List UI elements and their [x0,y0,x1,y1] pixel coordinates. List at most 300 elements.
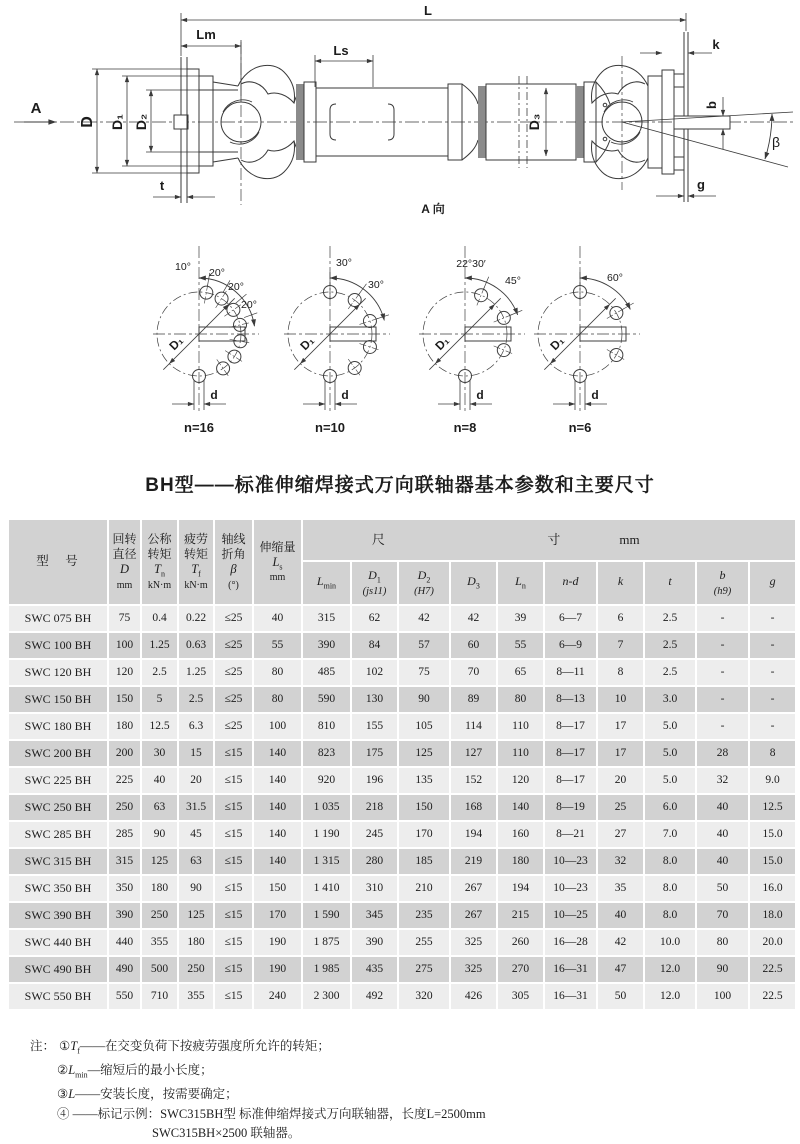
symbol: β [230,562,237,576]
table-cell: 250 [142,903,177,928]
table-cell: 15.0 [750,822,795,847]
table-cell: 2.5 [142,660,177,685]
table-cell: 8.0 [645,876,695,901]
note-text: ——安装长度，按需要确定； [75,1087,238,1101]
symbol-sub: f [198,569,201,579]
table-cell: 245 [352,822,397,847]
col-header-param [142,520,177,604]
table-cell: 1 315 [303,849,350,874]
col-header-param [254,520,301,604]
sub-symbol-note: (h9) [713,586,732,598]
table-cell: 62 [352,606,397,631]
dim-label-b: b [704,101,719,109]
table-cell: 10—23 [545,876,596,901]
table-row [9,795,795,820]
table-cell: 114 [451,714,496,739]
model-cell: SWC 200 BH [9,741,107,766]
symbol-sub: s [279,562,283,571]
table-cell: 90 [399,687,449,712]
sub-symbol [750,574,795,591]
col-header-sub [352,562,397,604]
flange-d-label: d [591,388,599,402]
table-cell: 426 [451,984,496,1009]
table-cell: 345 [352,903,397,928]
table-cell: 8 [598,660,643,685]
table-cell: 2.5 [179,687,213,712]
table-cell: 8—13 [545,687,596,712]
notes [30,1037,770,1144]
table-cell: 75 [399,660,449,685]
table-cell: 6.0 [645,795,695,820]
model-cell: SWC 315 BH [9,849,107,874]
table-cell: 140 [254,768,301,793]
flange-count-label: n=8 [453,420,477,435]
table-cell: 218 [352,795,397,820]
table-cell: 155 [352,714,397,739]
header-line: 疲劳 [183,532,208,546]
note-number: ④ [57,1106,70,1121]
header-line: 折角 [221,547,246,561]
model-cell: SWC 120 BH [9,660,107,685]
symbol: k [617,574,624,589]
header-symbol [142,562,177,580]
table-cell: 310 [352,876,397,901]
table-cell: 1 190 [303,822,350,847]
dim-label-k: k [712,37,720,52]
table-cell: 40 [254,606,301,631]
table-cell: 32 [598,849,643,874]
flange-diagrams [0,234,800,440]
col-header-param [109,520,140,604]
table-cell: 100 [109,633,140,658]
table-cell: 250 [179,957,213,982]
model-cell: SWC 550 BH [9,984,107,1009]
table-cell: 9.0 [750,768,795,793]
sub-symbol [545,574,596,591]
table-cell: 10—23 [545,849,596,874]
table-cell: 8.0 [645,849,695,874]
table-cell: 105 [399,714,449,739]
table-cell: 7.0 [645,822,695,847]
table-row [9,714,795,739]
flange-D1-label: D₁ [547,333,567,353]
symbol: b [719,567,726,582]
table-cell: 40 [697,822,748,847]
table-cell: - [750,633,795,658]
dim-label-D1: D₁ [109,114,125,130]
table-cell: 15 [179,741,213,766]
table-cell: 110 [498,714,543,739]
dim-label-g: g [697,177,705,192]
flange-diagram [520,234,670,440]
table-cell: 40 [697,849,748,874]
model-cell: SWC 100 BH [9,633,107,658]
model-cell: SWC 390 BH [9,903,107,928]
angle-label: 20° [228,281,244,293]
table-cell: 6 [598,606,643,631]
table-cell: 190 [254,930,301,955]
table-cell: 270 [498,957,543,982]
symbol: T [154,562,161,576]
table-cell: 810 [303,714,350,739]
table-cell: 2.5 [645,660,695,685]
symbol: D [467,574,476,589]
angle-label: 45° [505,275,521,287]
sub-symbol-note: (js11) [362,586,387,598]
table-cell: 40 [697,795,748,820]
symbol-sub: 3 [475,581,480,591]
col-header-param [179,520,213,604]
sub-symbol [451,574,496,591]
table-cell: 200 [109,741,140,766]
symbol: L [515,574,522,589]
table-cell: 1 410 [303,876,350,901]
table-cell: 219 [451,849,496,874]
table-cell: 55 [254,633,301,658]
table-cell: - [750,714,795,739]
note-text: —缩短后的最小长度； [87,1063,213,1077]
table-cell: - [750,660,795,685]
table-cell: 8—17 [545,768,596,793]
table-cell: - [697,714,748,739]
symbol-sub: min [323,581,337,591]
table-cell: 70 [451,660,496,685]
header-unit: kN·m [147,579,172,591]
note-line [30,1124,770,1144]
table-cell: 80 [254,687,301,712]
table-cell: 127 [451,741,496,766]
col-header-model: 型 号 [9,520,107,604]
table-cell: 28 [697,741,748,766]
table-cell: 5.0 [645,714,695,739]
symbol: L [316,574,324,589]
table-cell: 10—25 [545,903,596,928]
table-row [9,768,795,793]
table-cell: 6.3 [179,714,213,739]
table-cell: 7 [598,633,643,658]
table-cell: 16—28 [545,930,596,955]
table-cell: 920 [303,768,350,793]
dim-label-Lm: Lm [196,27,216,42]
sub-symbol [498,574,543,591]
angle-label: 20° [209,267,225,279]
sub-symbol-note: (H7) [414,586,434,598]
symbol: D [368,567,377,582]
col-header-sub [451,562,496,604]
table-cell: 190 [254,957,301,982]
table-cell: 25 [598,795,643,820]
table-cell: 160 [498,822,543,847]
table-cell: 390 [352,930,397,955]
table-cell: 175 [352,741,397,766]
header-unit: kN·m [184,579,208,591]
table-row [9,633,795,658]
model-cell: SWC 250 BH [9,795,107,820]
model-cell: SWC 180 BH [9,714,107,739]
angle-label: 22°30′ [456,258,486,270]
table-row [9,930,795,955]
table-cell: 18.0 [750,903,795,928]
table-cell: 6—7 [545,606,596,631]
table-cell: 5 [142,687,177,712]
table-cell: 135 [399,768,449,793]
model-cell: SWC 490 BH [9,957,107,982]
flange-count-label: n=6 [568,420,592,435]
table-cell: 10.0 [645,930,695,955]
table-cell: 2.5 [645,633,695,658]
table-cell: 50 [598,984,643,1009]
table-cell: 90 [179,876,213,901]
note-line [30,1105,770,1125]
parameters-table [7,518,797,1011]
table-cell: 215 [498,903,543,928]
table-cell: 6—9 [545,633,596,658]
table-cell: 440 [109,930,140,955]
sub-symbol [352,568,397,585]
col-header-sub [645,562,695,604]
table-cell: 325 [451,957,496,982]
table-cell: 63 [179,849,213,874]
table-cell: 125 [142,849,177,874]
model-cell: SWC 075 BH [9,606,107,631]
table-cell: 180 [179,930,213,955]
table-cell: 5.0 [645,741,695,766]
table-cell: ≤25 [215,687,252,712]
note-number: ③ [57,1087,69,1101]
angle-label: 20° [241,299,257,311]
table-cell: 140 [254,849,301,874]
table-cell: 315 [303,606,350,631]
symbol: n-d [562,574,579,589]
dim-label-D: D [79,116,96,128]
size-header-1: 尺 [371,531,385,547]
symbol-sub: n [160,569,165,579]
page-title: BH型——标准伸缩焊接式万向联轴器基本参数和主要尺寸 [145,475,655,496]
note-symbol: L [68,1087,76,1101]
table-cell: 285 [109,822,140,847]
flange-d-label: d [210,388,218,402]
table-wrap [7,518,793,1011]
table-cell: 210 [399,876,449,901]
table-cell: 45 [179,822,213,847]
table-cell: 140 [498,795,543,820]
table-cell: 305 [498,984,543,1009]
table-cell: 60 [451,633,496,658]
table-row [9,957,795,982]
table-row [9,822,795,847]
table-cell: 150 [254,876,301,901]
table-cell: ≤15 [215,768,252,793]
table-cell: 320 [399,984,449,1009]
flange-D1-label: D₁ [166,333,186,353]
table-cell: 140 [254,795,301,820]
note-symbol: T [70,1039,78,1053]
table-cell: 90 [697,957,748,982]
header-symbol [215,562,252,580]
table-cell: 75 [109,606,140,631]
table-cell: 500 [142,957,177,982]
header-symbol [179,562,213,580]
dim-label-beta: β [771,134,781,150]
table-cell: 2.5 [645,606,695,631]
table-cell: 823 [303,741,350,766]
note-symbol-sub: f [77,1046,80,1056]
header-line: 轴线 [221,532,246,546]
view-arrow-label: A [30,100,42,117]
sub-symbol [697,568,748,585]
table-cell: 280 [352,849,397,874]
model-cell: SWC 285 BH [9,822,107,847]
col-header-sub [498,562,543,604]
table-cell: 100 [254,714,301,739]
table-cell: 47 [598,957,643,982]
note-text: SWC315BH×2500 联轴器。 [152,1126,301,1140]
part-outlines [14,32,794,205]
table-cell: 150 [399,795,449,820]
table-cell: 2 300 [303,984,350,1009]
table-cell: ≤15 [215,849,252,874]
model-cell: SWC 150 BH [9,687,107,712]
table-cell: 170 [399,822,449,847]
table-cell: ≤15 [215,984,252,1009]
header-line: 公称 [147,532,172,546]
table-cell: 492 [352,984,397,1009]
note-lead: 注： [30,1039,56,1053]
table-cell: 65 [498,660,543,685]
table-cell: 100 [697,984,748,1009]
table-cell: - [697,633,748,658]
table-cell: 120 [498,768,543,793]
table-row [9,606,795,631]
table-cell: 50 [697,876,748,901]
table-cell: ≤25 [215,633,252,658]
table-cell: 235 [399,903,449,928]
symbol: T [191,562,199,576]
note-text: ——在交变负荷下按疲劳强度所允许的转矩； [79,1039,330,1053]
table-cell: 17 [598,741,643,766]
note-number: ② [57,1063,69,1077]
size-header [303,532,795,548]
table-cell: 8—17 [545,741,596,766]
table-cell: 590 [303,687,350,712]
dim-label-L: L [424,3,432,18]
table-cell: 168 [451,795,496,820]
table-cell: ≤15 [215,930,252,955]
note-line [30,1061,770,1085]
dimension-labels [31,3,780,216]
model-cell: SWC 350 BH [9,876,107,901]
table-cell: 325 [451,930,496,955]
sub-symbol [303,574,350,591]
table-cell: 140 [254,822,301,847]
table-cell: ≤25 [215,660,252,685]
table-cell: 8 [750,741,795,766]
view-A-label: A 向 [421,202,445,216]
header-line: 伸缩量 [259,539,296,554]
table-cell: 1 875 [303,930,350,955]
table-cell: 22.5 [750,984,795,1009]
table-cell: 27 [598,822,643,847]
table-cell: 20 [179,768,213,793]
table-cell: 225 [109,768,140,793]
table-cell: 1 035 [303,795,350,820]
table-row [9,660,795,685]
angle-label: 60° [607,272,623,284]
table-cell: 550 [109,984,140,1009]
table-cell: ≤15 [215,822,252,847]
model-cell: SWC 225 BH [9,768,107,793]
table-cell: 63 [142,795,177,820]
angle-label: 10° [175,261,191,273]
table-cell: ≤15 [215,957,252,982]
table-cell: 180 [498,849,543,874]
table-cell: 196 [352,768,397,793]
col-header-sub [303,562,350,604]
table-cell: - [750,687,795,712]
sub-symbol [598,574,643,591]
note-symbol-sub: min [75,1070,88,1080]
table-cell: 42 [451,606,496,631]
table-cell: 80 [697,930,748,955]
table-row [9,903,795,928]
table-cell: 10 [598,687,643,712]
table-cell: ≤15 [215,741,252,766]
table-cell: 16—31 [545,957,596,982]
table-cell: 255 [399,930,449,955]
table-cell: 390 [109,903,140,928]
note-line [30,1085,770,1105]
angle-label: 30° [336,257,352,269]
table-cell: 490 [109,957,140,982]
table-cell: 3.0 [645,687,695,712]
table-cell: 275 [399,957,449,982]
header-line: 回转 [112,532,137,546]
table-cell: 57 [399,633,449,658]
table-cell: 390 [303,633,350,658]
flange-count-label: n=10 [315,420,345,435]
symbol-sub: n [521,581,526,591]
table-cell: 240 [254,984,301,1009]
table-cell: 120 [109,660,140,685]
header-unit: mm [269,572,286,583]
table-cell: 710 [142,984,177,1009]
table-cell: ≤25 [215,714,252,739]
table-cell: 194 [498,876,543,901]
table-cell: 267 [451,876,496,901]
table-cell: 485 [303,660,350,685]
flange-diagram [139,234,289,440]
table-cell: 89 [451,687,496,712]
table-cell: 125 [179,903,213,928]
table-cell: 8—19 [545,795,596,820]
table-row [9,984,795,1009]
table-cell: 140 [254,741,301,766]
table-cell: 8—21 [545,822,596,847]
table-cell: 0.63 [179,633,213,658]
table-cell: 39 [498,606,543,631]
coupling-dimension-drawing [0,0,800,232]
table-row [9,849,795,874]
table-cell: ≤15 [215,795,252,820]
header-unit: (°) [228,579,239,591]
table-cell: 84 [352,633,397,658]
col-header-sub [399,562,449,604]
table-cell: 16—31 [545,984,596,1009]
table-cell: 250 [109,795,140,820]
note-number: ① [59,1039,71,1053]
table-cell: ≤15 [215,903,252,928]
flange-diagram [270,234,420,440]
